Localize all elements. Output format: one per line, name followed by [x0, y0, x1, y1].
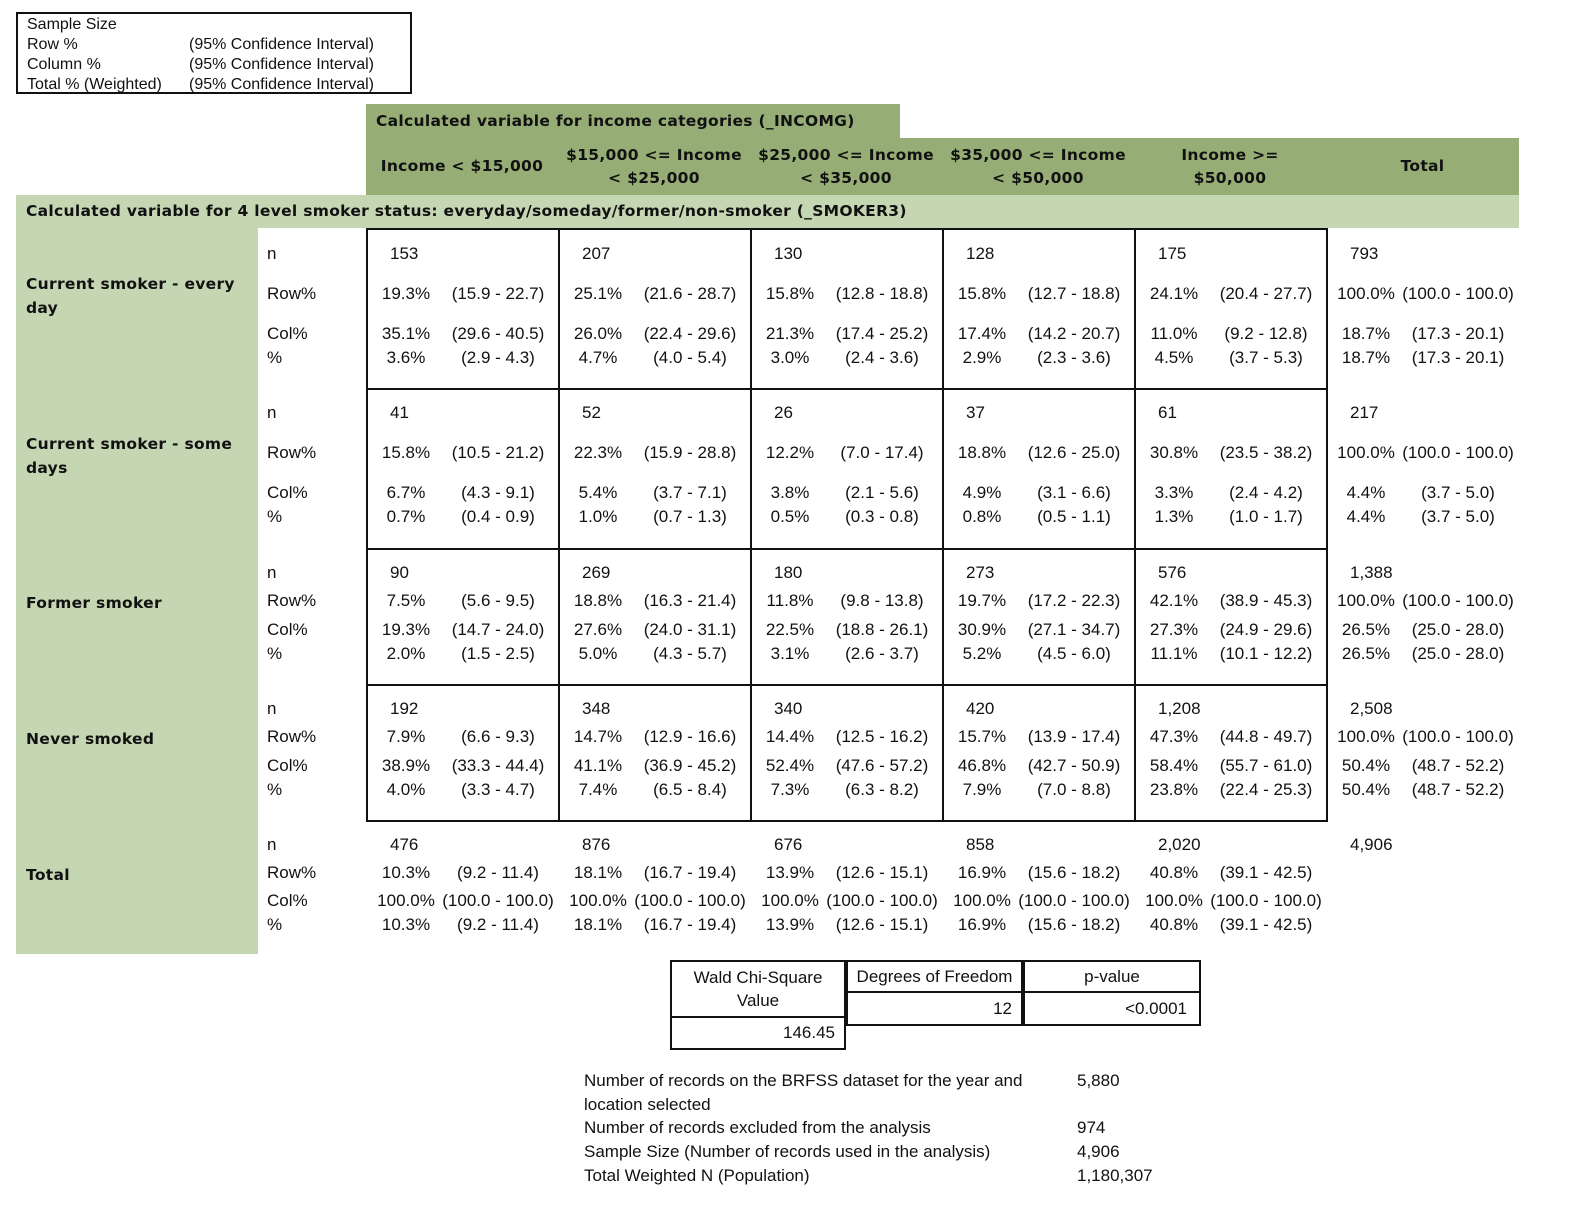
cell-row-value: 15.8%	[765, 284, 815, 303]
cell-col-value: 18.7%	[1341, 324, 1391, 343]
stat-label-row-pct: Row%	[267, 591, 317, 610]
cell-pct-ci: (4.3 - 5.7)	[653, 644, 727, 663]
cell-pct-ci: (15.6 - 18.2)	[1027, 915, 1121, 934]
cell-row-ci: (100.0 - 100.0)	[1402, 443, 1514, 462]
stat-label-pct: %	[267, 348, 283, 367]
cell-pct-ci: (4.5 - 6.0)	[1037, 644, 1111, 663]
cell-col-ci: (3.1 - 6.6)	[1037, 483, 1111, 502]
cell-col-ci: (22.4 - 29.6)	[643, 324, 737, 343]
wald-label-cell: Wald Chi-Square Value	[670, 960, 846, 1018]
cell-pct-value: 7.9%	[962, 780, 1002, 799]
cell-pct-ci: (9.2 - 11.4)	[457, 915, 539, 934]
cell-pct-ci: (22.4 - 25.3)	[1219, 780, 1313, 799]
legend-label: Row %	[27, 36, 78, 53]
legend-value: (95% Confidence Interval)	[189, 36, 374, 53]
cell-pct-value: 4.0%	[386, 780, 426, 799]
cell-row-value: 7.5%	[386, 591, 426, 610]
cell-row-value: 18.8%	[573, 591, 623, 610]
row-label: Current smoker - some days	[26, 435, 233, 477]
cell-n: 217	[1350, 403, 1379, 422]
cell-row-value: 100.0%	[1337, 727, 1395, 746]
summary-value-excluded: 974	[1077, 1118, 1106, 1137]
cell-pct-value: 5.0%	[578, 644, 618, 663]
cell-col-ci: (24.9 - 29.6)	[1219, 620, 1313, 639]
cell-row-ci: (10.5 - 21.2)	[451, 443, 545, 462]
cell-col-ci: (2.1 - 5.6)	[845, 483, 919, 502]
cell-row-ci: (15.9 - 22.7)	[451, 284, 545, 303]
cell-n: 207	[582, 244, 611, 263]
cell-pct-ci: (2.6 - 3.7)	[845, 644, 919, 663]
cell-col-ci: (100.0 - 100.0)	[826, 891, 938, 910]
df-label-cell: Degrees of Freedom	[846, 960, 1023, 993]
legend-row	[27, 15, 410, 35]
stat-label-col-pct: Col%	[267, 756, 308, 775]
stat-label-row-pct: Row%	[267, 443, 317, 462]
cell-col-value: 100.0%	[761, 891, 819, 910]
cell-row-value: 100.0%	[1337, 284, 1395, 303]
cell-row-value: 15.7%	[957, 727, 1007, 746]
column-variable-title: Calculated variable for income categories (_INCOMG)	[366, 104, 900, 138]
summary-value-weighted-n: 1,180,307	[1077, 1166, 1153, 1185]
cell-pct-ci: (0.7 - 1.3)	[653, 507, 727, 526]
cell-pct-value: 1.3%	[1154, 507, 1194, 526]
cell-row-ci: (39.1 - 42.5)	[1219, 863, 1313, 882]
cell-col-value: 27.6%	[573, 620, 623, 639]
stat-label-n: n	[267, 403, 277, 422]
cell-row-value: 100.0%	[1337, 443, 1395, 462]
cell-n: 348	[582, 699, 611, 718]
summary-value-sample-size: 4,906	[1077, 1142, 1120, 1161]
cell-row-value: 16.9%	[957, 863, 1007, 882]
cell-n: 676	[774, 835, 803, 854]
stat-label-n: n	[267, 244, 277, 263]
legend-label: Sample Size	[27, 16, 117, 33]
cell-pct-ci: (1.0 - 1.7)	[1229, 507, 1303, 526]
cell-pct-value: 0.7%	[386, 507, 426, 526]
cell-pct-ci: (48.7 - 52.2)	[1411, 780, 1505, 799]
cell-row-ci: (9.2 - 11.4)	[457, 863, 539, 882]
cell-col-value: 100.0%	[377, 891, 435, 910]
cell-row-value: 15.8%	[957, 284, 1007, 303]
legend-row	[27, 35, 410, 55]
cell-pct-value: 18.1%	[573, 915, 623, 934]
column-header: $25,000 <= Income < $35,000	[758, 145, 934, 187]
cell-row-ci: (38.9 - 45.3)	[1219, 591, 1313, 610]
cell-pct-ci: (0.5 - 1.1)	[1037, 507, 1111, 526]
stat-label-pct: %	[267, 780, 283, 799]
cell-row-value: 42.1%	[1149, 591, 1199, 610]
cell-n: 793	[1350, 244, 1379, 263]
cell-col-value: 100.0%	[569, 891, 627, 910]
cell-col-ci: (36.9 - 45.2)	[643, 756, 737, 775]
cell-row-ci: (15.9 - 28.8)	[643, 443, 737, 462]
legend-value: (95% Confidence Interval)	[189, 56, 374, 73]
cell-pct-value: 26.5%	[1341, 644, 1391, 663]
cell-row-ci: (20.4 - 27.7)	[1219, 284, 1313, 303]
cell-n: 4,906	[1350, 835, 1393, 854]
p-label-cell: p-value	[1023, 960, 1201, 993]
cell-col-value: 3.3%	[1154, 483, 1194, 502]
cell-col-ci: (3.7 - 5.0)	[1421, 483, 1495, 502]
legend-row	[27, 75, 410, 95]
cell-row-ci: (17.2 - 22.3)	[1027, 591, 1121, 610]
stat-label-col-pct: Col%	[267, 891, 308, 910]
cell-row-ci: (12.5 - 16.2)	[835, 727, 929, 746]
cell-n: 2,508	[1350, 699, 1393, 718]
cell-row-ci: (16.3 - 21.4)	[643, 591, 737, 610]
cell-pct-ci: (3.7 - 5.3)	[1229, 348, 1303, 367]
row-label: Current smoker - every day	[26, 275, 235, 317]
cell-pct-value: 7.4%	[578, 780, 618, 799]
column-header: $15,000 <= Income < $25,000	[566, 145, 742, 187]
cell-n: 180	[774, 563, 803, 582]
cell-col-ci: (100.0 - 100.0)	[1210, 891, 1322, 910]
cell-col-ci: (100.0 - 100.0)	[1018, 891, 1130, 910]
stat-label-pct: %	[267, 915, 283, 934]
cell-pct-ci: (0.4 - 0.9)	[461, 507, 535, 526]
cell-col-value: 50.4%	[1341, 756, 1391, 775]
cell-row-value: 14.7%	[573, 727, 623, 746]
cell-col-ci: (4.3 - 9.1)	[461, 483, 535, 502]
cell-row-ci: (12.6 - 15.1)	[835, 863, 929, 882]
cell-row-ci: (5.6 - 9.5)	[461, 591, 535, 610]
cell-row-value: 25.1%	[573, 284, 623, 303]
cell-row-value: 10.3%	[381, 863, 431, 882]
legend-label: Total % (Weighted)	[27, 76, 162, 93]
cell-n: 61	[1158, 403, 1177, 422]
stat-label-pct: %	[267, 644, 283, 663]
cell-n: 175	[1158, 244, 1187, 263]
stat-label-col-pct: Col%	[267, 483, 308, 502]
cell-row-value: 7.9%	[386, 727, 426, 746]
cell-col-value: 41.1%	[573, 756, 623, 775]
stat-label-row-pct: Row%	[267, 727, 317, 746]
cell-col-ci: (48.7 - 52.2)	[1411, 756, 1505, 775]
cell-pct-ci: (2.3 - 3.6)	[1037, 348, 1111, 367]
stat-label-col-pct: Col%	[267, 324, 308, 343]
cell-pct-value: 23.8%	[1149, 780, 1199, 799]
cell-row-ci: (23.5 - 38.2)	[1219, 443, 1313, 462]
cell-col-value: 11.0%	[1150, 324, 1198, 343]
summary-label-weighted-n: Total Weighted N (Population)	[584, 1166, 810, 1185]
cell-pct-value: 3.0%	[770, 348, 810, 367]
cell-pct-ci: (2.4 - 3.6)	[845, 348, 919, 367]
cell-n: 37	[966, 403, 985, 422]
cell-row-value: 22.3%	[573, 443, 623, 462]
cell-n: 90	[390, 563, 409, 582]
cell-pct-ci: (12.6 - 15.1)	[835, 915, 929, 934]
cell-row-value: 100.0%	[1337, 591, 1395, 610]
legend-value: (95% Confidence Interval)	[189, 76, 374, 93]
cell-row-value: 19.3%	[381, 284, 431, 303]
stat-label-row-pct: Row%	[267, 284, 317, 303]
cell-row-ci: (6.6 - 9.3)	[461, 727, 535, 746]
cell-pct-value: 18.7%	[1341, 348, 1391, 367]
cell-row-value: 47.3%	[1149, 727, 1199, 746]
cell-col-value: 4.4%	[1346, 483, 1386, 502]
cell-n: 153	[390, 244, 419, 263]
cell-n: 2,020	[1158, 835, 1201, 854]
cell-row-ci: (12.8 - 18.8)	[835, 284, 929, 303]
cell-pct-value: 1.0%	[578, 507, 618, 526]
cell-row-value: 19.7%	[957, 591, 1007, 610]
cell-row-ci: (12.6 - 25.0)	[1027, 443, 1121, 462]
cell-pct-ci: (10.1 - 12.2)	[1219, 644, 1313, 663]
cell-pct-value: 5.2%	[962, 644, 1002, 663]
df-value-cell: 12	[846, 991, 1023, 1026]
cell-pct-value: 0.8%	[962, 507, 1002, 526]
cell-pct-ci: (4.0 - 5.4)	[653, 348, 727, 367]
cell-col-value: 35.1%	[381, 324, 431, 343]
cell-n: 269	[582, 563, 611, 582]
legend-box	[16, 12, 412, 94]
p-value-cell: <0.0001	[1023, 991, 1201, 1026]
cell-n: 476	[390, 835, 419, 854]
cell-row-value: 14.4%	[765, 727, 815, 746]
wald-value-cell: 146.45	[670, 1016, 846, 1050]
cell-row-value: 11.8%	[766, 591, 814, 610]
cell-row-ci: (44.8 - 49.7)	[1219, 727, 1313, 746]
cell-col-value: 21.3%	[765, 324, 815, 343]
cell-col-value: 4.9%	[962, 483, 1002, 502]
cell-pct-ci: (7.0 - 8.8)	[1037, 780, 1111, 799]
cell-pct-value: 2.0%	[386, 644, 426, 663]
cell-col-value: 26.5%	[1341, 620, 1391, 639]
cell-col-value: 38.9%	[381, 756, 431, 775]
cell-col-value: 17.4%	[957, 324, 1007, 343]
cell-col-ci: (9.2 - 12.8)	[1224, 324, 1308, 343]
cell-col-ci: (14.7 - 24.0)	[451, 620, 545, 639]
cell-pct-value: 0.5%	[770, 507, 810, 526]
cell-n: 576	[1158, 563, 1187, 582]
cell-row-value: 15.8%	[381, 443, 431, 462]
cell-pct-value: 3.1%	[770, 644, 810, 663]
cell-pct-value: 50.4%	[1341, 780, 1391, 799]
row-label: Total	[26, 866, 70, 884]
cell-row-value: 12.2%	[765, 443, 815, 462]
cell-col-ci: (2.4 - 4.2)	[1229, 483, 1303, 502]
summary-value-records: 5,880	[1077, 1071, 1120, 1090]
cell-row-value: 18.1%	[573, 863, 623, 882]
legend-row	[27, 55, 410, 75]
cell-col-ci: (29.6 - 40.5)	[451, 324, 545, 343]
cell-col-value: 46.8%	[957, 756, 1007, 775]
cell-n: 1,208	[1158, 699, 1201, 718]
cell-col-value: 19.3%	[381, 620, 431, 639]
cell-pct-value: 3.6%	[386, 348, 426, 367]
cell-pct-value: 11.1%	[1150, 644, 1198, 663]
cell-row-ci: (13.9 - 17.4)	[1027, 727, 1121, 746]
cell-row-value: 13.9%	[765, 863, 815, 882]
cell-pct-value: 10.3%	[381, 915, 431, 934]
cell-row-ci: (100.0 - 100.0)	[1402, 284, 1514, 303]
cell-col-ci: (14.2 - 20.7)	[1027, 324, 1121, 343]
cell-pct-ci: (1.5 - 2.5)	[461, 644, 535, 663]
stat-label-n: n	[267, 563, 277, 582]
cell-n: 130	[774, 244, 803, 263]
cell-row-ci: (9.8 - 13.8)	[840, 591, 924, 610]
cell-pct-value: 40.8%	[1149, 915, 1199, 934]
cell-col-ci: (3.7 - 7.1)	[653, 483, 727, 502]
cell-col-value: 52.4%	[765, 756, 815, 775]
cell-col-value: 5.4%	[578, 483, 618, 502]
cell-pct-value: 2.9%	[962, 348, 1002, 367]
cell-pct-ci: (3.3 - 4.7)	[461, 780, 535, 799]
stat-label-col-pct: Col%	[267, 620, 308, 639]
cell-pct-ci: (0.3 - 0.8)	[845, 507, 919, 526]
cell-pct-value: 7.3%	[770, 780, 810, 799]
cell-col-value: 30.9%	[957, 620, 1007, 639]
column-header: Total	[1400, 157, 1445, 175]
cell-row-ci: (100.0 - 100.0)	[1402, 591, 1514, 610]
cell-pct-value: 4.7%	[578, 348, 618, 367]
stat-label-n: n	[267, 699, 277, 718]
cell-col-ci: (25.0 - 28.0)	[1411, 620, 1505, 639]
column-header: Income >= $50,000	[1181, 145, 1279, 187]
cell-col-value: 100.0%	[953, 891, 1011, 910]
cell-pct-ci: (16.7 - 19.4)	[643, 915, 737, 934]
cell-n: 26	[774, 403, 793, 422]
cell-pct-ci: (17.3 - 20.1)	[1411, 348, 1505, 367]
cell-row-ci: (100.0 - 100.0)	[1402, 727, 1514, 746]
cell-pct-value: 16.9%	[957, 915, 1007, 934]
stat-label-row-pct: Row%	[267, 863, 317, 882]
cell-row-value: 18.8%	[957, 443, 1007, 462]
cell-pct-ci: (6.3 - 8.2)	[845, 780, 919, 799]
cell-pct-ci: (39.1 - 42.5)	[1219, 915, 1313, 934]
summary-label-excluded: Number of records excluded from the analysis	[584, 1118, 931, 1137]
cell-col-ci: (47.6 - 57.2)	[835, 756, 929, 775]
legend-label: Column %	[27, 56, 101, 73]
cell-n: 340	[774, 699, 803, 718]
cell-col-value: 26.0%	[573, 324, 623, 343]
cell-n: 876	[582, 835, 611, 854]
cell-col-ci: (24.0 - 31.1)	[643, 620, 737, 639]
cell-col-ci: (100.0 - 100.0)	[442, 891, 554, 910]
cell-row-ci: (16.7 - 19.4)	[643, 863, 737, 882]
cell-row-ci: (12.9 - 16.6)	[643, 727, 737, 746]
cell-col-ci: (17.4 - 25.2)	[835, 324, 929, 343]
cell-col-value: 22.5%	[765, 620, 815, 639]
cell-n: 420	[966, 699, 995, 718]
cell-row-value: 40.8%	[1149, 863, 1199, 882]
cell-pct-ci: (3.7 - 5.0)	[1421, 507, 1495, 526]
cell-col-ci: (42.7 - 50.9)	[1027, 756, 1121, 775]
cell-col-value: 27.3%	[1149, 620, 1199, 639]
cell-pct-value: 4.4%	[1346, 507, 1386, 526]
cell-pct-value: 13.9%	[765, 915, 815, 934]
cell-n: 41	[390, 403, 409, 422]
stat-label-pct: %	[267, 507, 283, 526]
cell-col-ci: (33.3 - 44.4)	[451, 756, 545, 775]
cell-col-ci: (100.0 - 100.0)	[634, 891, 746, 910]
cell-pct-ci: (2.9 - 4.3)	[461, 348, 535, 367]
row-variable-title: Calculated variable for 4 level smoker status: everyday/someday/former/non-smoker (_SMOKER3)	[16, 195, 1519, 228]
cell-n: 52	[582, 403, 601, 422]
cell-pct-value: 4.5%	[1154, 348, 1194, 367]
stat-label-n: n	[267, 835, 277, 854]
cell-col-value: 58.4%	[1149, 756, 1199, 775]
summary-label-records: Number of records on the BRFSS dataset for the year and location selected	[584, 1071, 1023, 1114]
cell-n: 128	[966, 244, 995, 263]
row-label: Never smoked	[26, 730, 155, 748]
cell-col-value: 3.8%	[770, 483, 810, 502]
cell-col-ci: (17.3 - 20.1)	[1411, 324, 1505, 343]
column-header: $35,000 <= Income < $50,000	[950, 145, 1126, 187]
column-header: Income < $15,000	[380, 157, 544, 175]
row-label: Former smoker	[26, 594, 162, 612]
cell-row-value: 30.8%	[1149, 443, 1199, 462]
cell-row-ci: (7.0 - 17.4)	[840, 443, 924, 462]
cell-pct-ci: (6.5 - 8.4)	[653, 780, 727, 799]
cell-col-value: 100.0%	[1145, 891, 1203, 910]
summary-label-sample-size: Sample Size (Number of records used in the analysis)	[584, 1142, 991, 1161]
cell-row-ci: (21.6 - 28.7)	[643, 284, 737, 303]
cell-n: 192	[390, 699, 419, 718]
cell-n: 858	[966, 835, 995, 854]
cell-pct-ci: (25.0 - 28.0)	[1411, 644, 1505, 663]
cell-col-ci: (18.8 - 26.1)	[835, 620, 929, 639]
cell-col-ci: (27.1 - 34.7)	[1027, 620, 1121, 639]
cell-n: 1,388	[1350, 563, 1393, 582]
cell-n: 273	[966, 563, 995, 582]
cell-row-value: 24.1%	[1149, 284, 1199, 303]
cell-col-ci: (55.7 - 61.0)	[1219, 756, 1313, 775]
cell-col-value: 6.7%	[386, 483, 426, 502]
column-header-strip	[366, 138, 1519, 195]
cell-row-ci: (12.7 - 18.8)	[1027, 284, 1121, 303]
cell-row-ci: (15.6 - 18.2)	[1027, 863, 1121, 882]
